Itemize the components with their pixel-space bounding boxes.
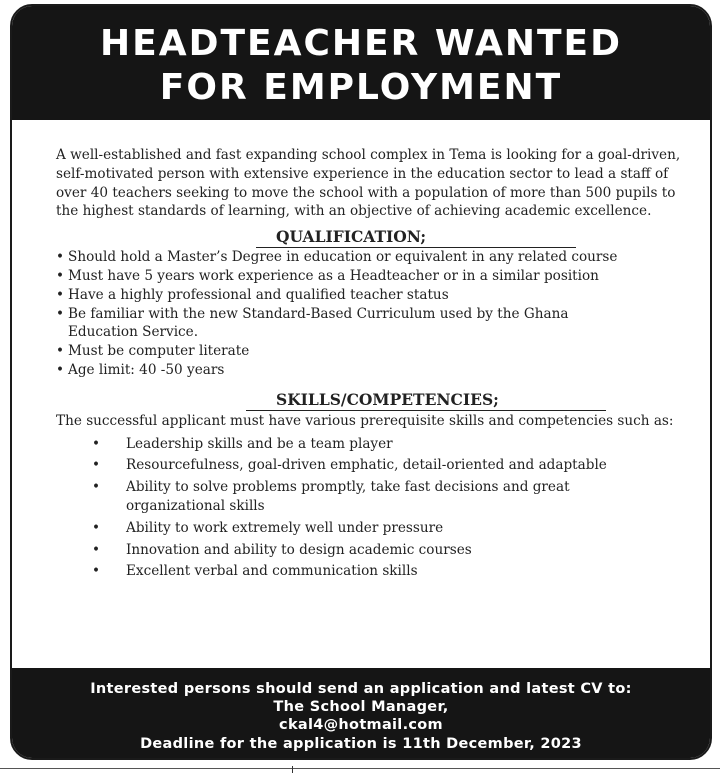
qualification-item: • Be familiar with the new Standard-Based Curriculum used by the Ghana Education Service. [56, 305, 569, 341]
skill-item: • Leadership skills and be a team player [92, 435, 393, 452]
qualification-list [56, 248, 686, 380]
advertisement-frame [10, 4, 712, 760]
skill-item: • Innovation and ability to design academic courses [92, 541, 472, 558]
footer-banner [12, 668, 710, 760]
qualification-item: • Must be computer literate [56, 343, 250, 360]
skills-list [56, 435, 686, 582]
recipient: The School Manager, [273, 699, 449, 716]
skill-item: • Ability to solve problems promptly, take fast decisions and great organizational skills [92, 479, 570, 514]
bullet-icon: • [92, 541, 101, 558]
bullet-icon: • [92, 519, 101, 536]
qualification-item: • Age limit: 40 -50 years [56, 361, 225, 378]
bullet-icon: • [92, 479, 101, 496]
qualification-item: • Should hold a Master’s Degree in education or equivalent in any related course [56, 249, 618, 266]
header-banner [12, 6, 710, 120]
skills-heading: SKILLS/COMPETENCIES; [246, 390, 606, 411]
bullet-icon: • [92, 435, 101, 452]
skill-item: • Ability to work extremely well under pressure [92, 519, 444, 536]
qualification-heading: QUALIFICATION; [256, 227, 576, 248]
qualification-item: • Must have 5 years work experience as a Headteacher or in a similar position [56, 267, 599, 284]
bullet-icon: • [92, 457, 101, 474]
deadline: Deadline for the application is 11th December, 2023 [140, 735, 582, 752]
apply-instruction: Interested persons should send an application and latest CV to: [90, 681, 632, 697]
skill-item: • Resourcefulness, goal-driven emphatic, detail-oriented and adaptable [92, 457, 607, 474]
headline-line-1: HEADTEACHER WANTED [100, 23, 622, 64]
bullet-icon: • [56, 305, 65, 322]
bottom-divider-tick [292, 766, 293, 773]
contact-email: ckal4@hotmail.com [279, 717, 443, 734]
ad-body [56, 146, 686, 584]
bullet-icon: • [56, 249, 65, 266]
bullet-icon: • [56, 343, 65, 360]
bullet-icon: • [56, 267, 65, 284]
bullet-icon: • [56, 286, 65, 303]
bottom-divider [0, 768, 720, 769]
skills-intro: The successful applicant must have various prerequisite skills and competencies such as: [56, 412, 674, 429]
bullet-icon: • [56, 361, 65, 378]
qualification-item: • Have a highly professional and qualified teacher status [56, 286, 449, 303]
skill-item: • Excellent verbal and communication skills [92, 563, 418, 580]
bullet-icon: • [92, 563, 101, 580]
intro-paragraph: A well-established and fast expanding school complex in Tema is looking for a goal-driven, self-motivated person with extensive experience in the education sector to lead a staff of over 40 teachers seeking to move the school with a population of more than 500 pupils to the highest standards of learning, with an objective of achieving academic excellence. [56, 147, 681, 220]
headline-line-2: FOR EMPLOYMENT [159, 67, 563, 108]
